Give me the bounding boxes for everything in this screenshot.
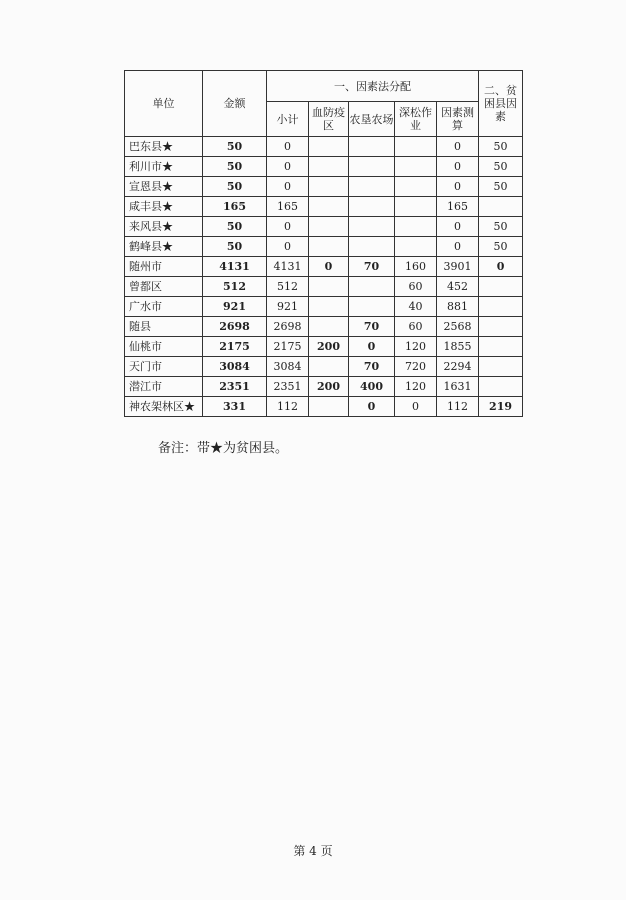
cell-factor-calc: 0 xyxy=(437,177,479,197)
page-number: 第 4 页 xyxy=(293,844,333,858)
cell-factor-calc: 112 xyxy=(437,397,479,417)
cell-farm xyxy=(349,237,395,257)
cell-unit: 潜江市 xyxy=(125,377,203,397)
cell-poverty xyxy=(479,337,523,357)
cell-deep-plough: 40 xyxy=(395,297,437,317)
cell-amount: 512 xyxy=(203,277,267,297)
table-row xyxy=(125,137,523,157)
cell-schisto xyxy=(309,357,349,377)
cell-unit: 曾都区 xyxy=(125,277,203,297)
cell-deep-plough: 160 xyxy=(395,257,437,277)
cell-subtotal: 2351 xyxy=(267,377,309,397)
cell-farm xyxy=(349,277,395,297)
cell-subtotal: 0 xyxy=(267,237,309,257)
cell-subtotal: 2175 xyxy=(267,337,309,357)
cell-subtotal: 2698 xyxy=(267,317,309,337)
cell-schisto xyxy=(309,177,349,197)
cell-subtotal: 0 xyxy=(267,177,309,197)
header-unit: 单位 xyxy=(125,71,203,137)
cell-poverty: 219 xyxy=(479,397,523,417)
cell-deep-plough: 720 xyxy=(395,357,437,377)
cell-deep-plough: 0 xyxy=(395,397,437,417)
cell-schisto: 200 xyxy=(309,337,349,357)
cell-deep-plough xyxy=(395,217,437,237)
cell-farm: 0 xyxy=(349,337,395,357)
cell-amount: 4131 xyxy=(203,257,267,277)
cell-factor-calc: 0 xyxy=(437,157,479,177)
cell-farm: 0 xyxy=(349,397,395,417)
cell-factor-calc: 1855 xyxy=(437,337,479,357)
cell-deep-plough: 120 xyxy=(395,377,437,397)
cell-subtotal: 0 xyxy=(267,217,309,237)
cell-poverty xyxy=(479,277,523,297)
table-row xyxy=(125,377,523,397)
cell-schisto xyxy=(309,317,349,337)
cell-subtotal: 0 xyxy=(267,157,309,177)
header-factor-calc: 因素测算 xyxy=(437,102,479,137)
table-row xyxy=(125,297,523,317)
table-row xyxy=(125,317,523,337)
cell-subtotal: 921 xyxy=(267,297,309,317)
cell-schisto xyxy=(309,297,349,317)
cell-factor-calc: 165 xyxy=(437,197,479,217)
cell-amount: 2351 xyxy=(203,377,267,397)
header-factor-group: 一、因素法分配 xyxy=(267,71,479,102)
cell-poverty xyxy=(479,317,523,337)
cell-factor-calc: 0 xyxy=(437,217,479,237)
cell-subtotal: 3084 xyxy=(267,357,309,377)
cell-unit: 神农架林区★ xyxy=(125,397,203,417)
header-deep-plough: 深松作业 xyxy=(395,102,437,137)
cell-unit: 巴东县★ xyxy=(125,137,203,157)
header-amount: 金额 xyxy=(203,71,267,137)
cell-unit: 来风县★ xyxy=(125,217,203,237)
header-farm: 农垦农场 xyxy=(349,102,395,137)
cell-poverty xyxy=(479,297,523,317)
table-row xyxy=(125,197,523,217)
cell-amount: 921 xyxy=(203,297,267,317)
table-row xyxy=(125,277,523,297)
cell-unit: 广水市 xyxy=(125,297,203,317)
cell-deep-plough xyxy=(395,177,437,197)
cell-farm: 70 xyxy=(349,357,395,377)
cell-amount: 50 xyxy=(203,217,267,237)
cell-poverty: 50 xyxy=(479,217,523,237)
table-row xyxy=(125,357,523,377)
header-schisto: 血防疫区 xyxy=(309,102,349,137)
cell-schisto xyxy=(309,197,349,217)
cell-subtotal: 0 xyxy=(267,137,309,157)
table-row xyxy=(125,217,523,237)
header-subtotal: 小计 xyxy=(267,102,309,137)
table-row xyxy=(125,257,523,277)
cell-poverty xyxy=(479,377,523,397)
cell-subtotal: 512 xyxy=(267,277,309,297)
cell-unit: 随州市 xyxy=(125,257,203,277)
cell-farm: 400 xyxy=(349,377,395,397)
cell-factor-calc: 2568 xyxy=(437,317,479,337)
cell-amount: 2698 xyxy=(203,317,267,337)
cell-unit: 天门市 xyxy=(125,357,203,377)
cell-factor-calc: 0 xyxy=(437,237,479,257)
table-row xyxy=(125,237,523,257)
header-poverty-group: 二、贫困县因素 xyxy=(479,71,523,137)
cell-factor-calc: 881 xyxy=(437,297,479,317)
cell-farm xyxy=(349,197,395,217)
cell-poverty: 50 xyxy=(479,157,523,177)
table-row xyxy=(125,177,523,197)
cell-amount: 3084 xyxy=(203,357,267,377)
allocation-table xyxy=(124,70,523,417)
cell-amount: 331 xyxy=(203,397,267,417)
cell-poverty: 50 xyxy=(479,237,523,257)
cell-schisto xyxy=(309,397,349,417)
cell-factor-calc: 1631 xyxy=(437,377,479,397)
cell-schisto xyxy=(309,137,349,157)
cell-schisto xyxy=(309,157,349,177)
cell-poverty xyxy=(479,357,523,377)
table-row xyxy=(125,157,523,177)
cell-amount: 50 xyxy=(203,237,267,257)
cell-factor-calc: 0 xyxy=(437,137,479,157)
cell-schisto xyxy=(309,237,349,257)
cell-deep-plough xyxy=(395,157,437,177)
cell-farm xyxy=(349,137,395,157)
cell-farm: 70 xyxy=(349,317,395,337)
cell-schisto: 200 xyxy=(309,377,349,397)
cell-farm: 70 xyxy=(349,257,395,277)
cell-unit: 鹤峰县★ xyxy=(125,237,203,257)
cell-factor-calc: 3901 xyxy=(437,257,479,277)
table-note: 备注：带★为贫困县。 xyxy=(158,441,289,456)
cell-unit: 宣恩县★ xyxy=(125,177,203,197)
cell-amount: 50 xyxy=(203,137,267,157)
cell-poverty: 50 xyxy=(479,137,523,157)
cell-farm xyxy=(349,177,395,197)
cell-deep-plough xyxy=(395,197,437,217)
cell-unit: 咸丰县★ xyxy=(125,197,203,217)
cell-unit: 利川市★ xyxy=(125,157,203,177)
cell-amount: 2175 xyxy=(203,337,267,357)
table-row xyxy=(125,397,523,417)
cell-poverty: 50 xyxy=(479,177,523,197)
cell-deep-plough: 60 xyxy=(395,277,437,297)
cell-unit: 仙桃市 xyxy=(125,337,203,357)
cell-farm xyxy=(349,157,395,177)
cell-subtotal: 165 xyxy=(267,197,309,217)
cell-schisto: 0 xyxy=(309,257,349,277)
cell-farm xyxy=(349,217,395,237)
table-row xyxy=(125,337,523,357)
table-body xyxy=(125,137,523,417)
cell-deep-plough xyxy=(395,137,437,157)
cell-poverty xyxy=(479,197,523,217)
cell-subtotal: 112 xyxy=(267,397,309,417)
cell-deep-plough: 120 xyxy=(395,337,437,357)
cell-deep-plough xyxy=(395,237,437,257)
cell-poverty: 0 xyxy=(479,257,523,277)
cell-factor-calc: 2294 xyxy=(437,357,479,377)
cell-subtotal: 4131 xyxy=(267,257,309,277)
cell-unit: 随县 xyxy=(125,317,203,337)
cell-schisto xyxy=(309,217,349,237)
cell-factor-calc: 452 xyxy=(437,277,479,297)
cell-amount: 165 xyxy=(203,197,267,217)
cell-deep-plough: 60 xyxy=(395,317,437,337)
cell-schisto xyxy=(309,277,349,297)
cell-amount: 50 xyxy=(203,157,267,177)
cell-amount: 50 xyxy=(203,177,267,197)
cell-farm xyxy=(349,297,395,317)
